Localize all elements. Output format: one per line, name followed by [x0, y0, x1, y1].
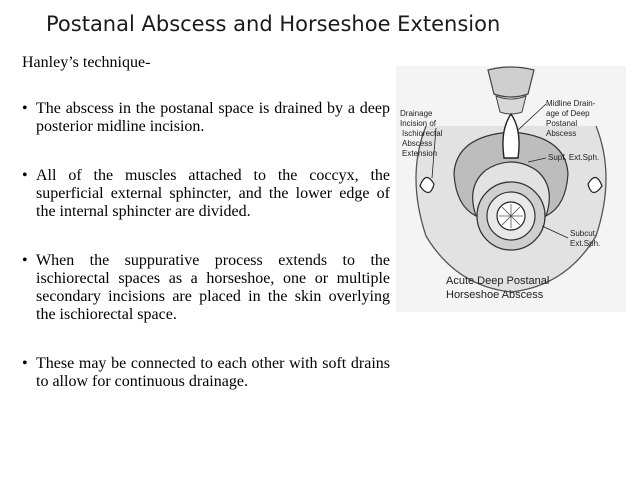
label-age-of-deep: age of Deep — [546, 109, 590, 118]
anal-folds — [499, 204, 523, 228]
bullet-item — [22, 252, 390, 324]
label-supf-ext-sph: Supf. Ext.Sph. — [548, 153, 600, 162]
label-postanal: Postanal — [546, 119, 578, 128]
label-ischiorectal: Ischiorectal — [402, 129, 443, 138]
bullet-dot: • — [22, 355, 28, 372]
coccyx-lower — [496, 96, 526, 114]
caption-line-1: Acute Deep Postanal — [446, 275, 550, 287]
label-extension: Extension — [402, 149, 438, 158]
label-subcut: Subcut. — [570, 229, 598, 238]
anatomical-illustration — [396, 66, 626, 312]
label-midline-drain: Midline Drain- — [546, 99, 596, 108]
label-abscess-right: Abscess — [546, 129, 577, 138]
bullet-dot: • — [22, 100, 28, 117]
label-incision-of: Incision of — [400, 119, 437, 128]
slide-title: Postanal Abscess and Horseshoe Extension — [46, 12, 501, 36]
bullet-item — [22, 167, 390, 221]
bullet-text: The abscess in the postanal space is drained by a deep posterior midline incision. — [36, 100, 390, 135]
bullet-item — [22, 355, 390, 391]
label-abscess-left: Abscess — [402, 139, 433, 148]
bullet-list — [22, 100, 390, 422]
label-drainage: Drainage — [400, 109, 433, 118]
caption-line-2: Horseshoe Abscess — [446, 289, 544, 301]
coccyx-shape — [488, 67, 534, 97]
slide-subtitle: Hanley’s technique- — [22, 54, 151, 71]
bullet-text: When the suppurative process extends to the ischiorectal spaces as a horseshoe, one or multiple secondary incisions are placed in the skin overlying the ischiorectal space. — [36, 252, 390, 323]
label-ext-sph: Ext.Sph. — [570, 239, 601, 248]
bullet-text: All of the muscles attached to the coccyx, the superficial external sphincter, and the lower edge of the internal sphincter are divided. — [36, 167, 390, 220]
bullet-dot: • — [22, 252, 28, 269]
bullet-item — [22, 100, 390, 136]
bullet-dot: • — [22, 167, 28, 184]
bullet-text: These may be connected to each other with soft drains to allow for continuous drainage. — [36, 355, 390, 390]
